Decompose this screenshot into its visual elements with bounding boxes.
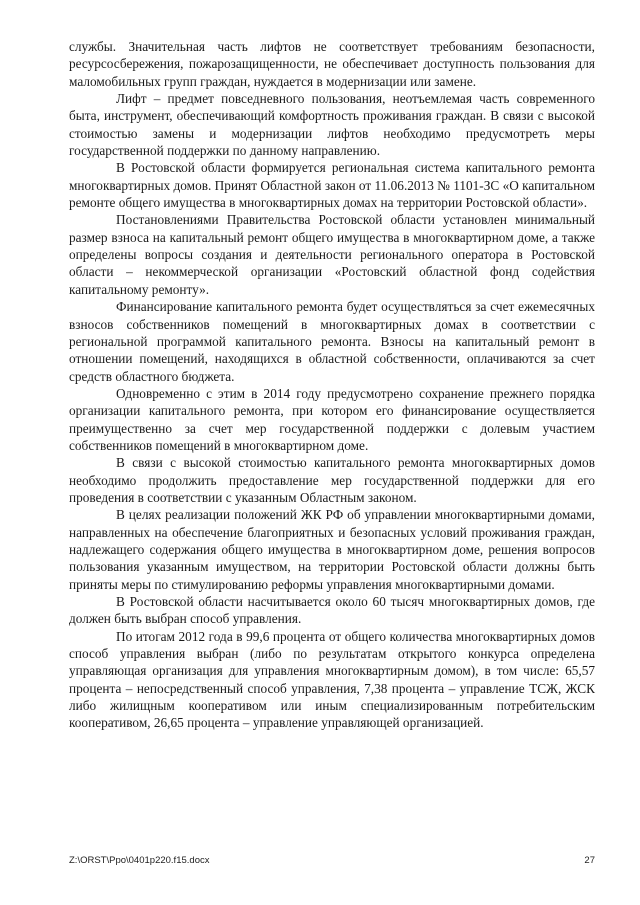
paragraph-2014-order: Одновременно с этим в 2014 году предусмотрено сохранение прежнего порядка организации капитального ремонта, при котором его финансирование осуществляется преимущественно за счет мер государственной поддержки с долевым участием собственников помещений в многоквартирном доме. (69, 385, 595, 453)
paragraph-regional-system: В Ростовской области формируется региональная система капитального ремонта многоквартирных домов. Принят Областной закон от 11.06.2013 № 1101-ЗС «О капитальном ремонте общего имущества в многоквартирных домах на территории Ростовской области». (69, 160, 595, 211)
paragraph-housing-code: В целях реализации положений ЖК РФ об управлении многоквартирными домами, направленных на обеспечение благоприятных и безопасных условий проживания граждан, надлежащего содержания общего имущества в многоквартирном доме, решения вопросов пользования указанным имуществом, на территории Ростовской области должны быть приняты меры по стимулированию реформы управления многоквартирными домами. (69, 507, 595, 592)
paragraph-state-support: В связи с высокой стоимостью капитального ремонта многоквартирных домов необходимо продолжить предоставление мер государственной поддержки для его проведения в соответствии с указанным Областным законом. (69, 455, 595, 505)
paragraph-2012-results: По итогам 2012 года в 99,6 процента от общего количества многоквартирных домов способ управления выбран (либо по результатам открытого конкурса определена управляющая организация для управления многоквартирным домом), в том числе: 65,57 процента – непосредственный способ управления, 7,38 процента – управление ТСЖ, ЖСК либо жилищным кооперативом или иным специализированным потребительским кооперативом, 26,65 процента – управление управляющей организацией. (69, 628, 595, 731)
paragraph-continuation: службы. Значительная часть лифтов не соответствует требованиям безопасности, ресурсосбережения, пожарозащищенности, не обеспечивает доступность пользования для маломобильных групп граждан, нуждается в модернизации или замене. (69, 39, 595, 89)
page-number: 27 (584, 855, 595, 866)
document-body (69, 38, 595, 732)
footer-file-path: Z:\ORST\Ppo\0401p220.f15.docx (69, 855, 210, 866)
paragraph-government-resolutions: Постановлениями Правительства Ростовской области установлен минимальный размер взноса на капитальный ремонт общего имущества в многоквартирном доме, а также определены вопросы создания и деятельности регионального оператора в Ростовской области – некоммерческой организации «Ростовский областной фонд содействия капитальному ремонту». (69, 212, 595, 297)
paragraph-financing: Финансирование капитального ремонта будет осуществляться за счет ежемесячных взносов собственников помещений в многоквартирных домах в соответствии с региональной программой капитального ремонта. Взносы на капитальный ремонт в отношении помещений, находящихся в областной собственности, оплачиваются за счет средств областного бюджета. (69, 299, 595, 384)
paragraph-houses-count: В Ростовской области насчитывается около 60 тысяч многоквартирных домов, где должен быть выбран способ управления. (69, 594, 595, 627)
paragraph-lifts: Лифт – предмет повседневного пользования, неотъемлемая часть современного быта, инструмент, обеспечивающий комфортность проживания граждан. В связи с высокой стоимостью замены и модернизации лифтов необходимо предусмотреть меры государственной поддержки по данному направлению. (69, 91, 595, 159)
